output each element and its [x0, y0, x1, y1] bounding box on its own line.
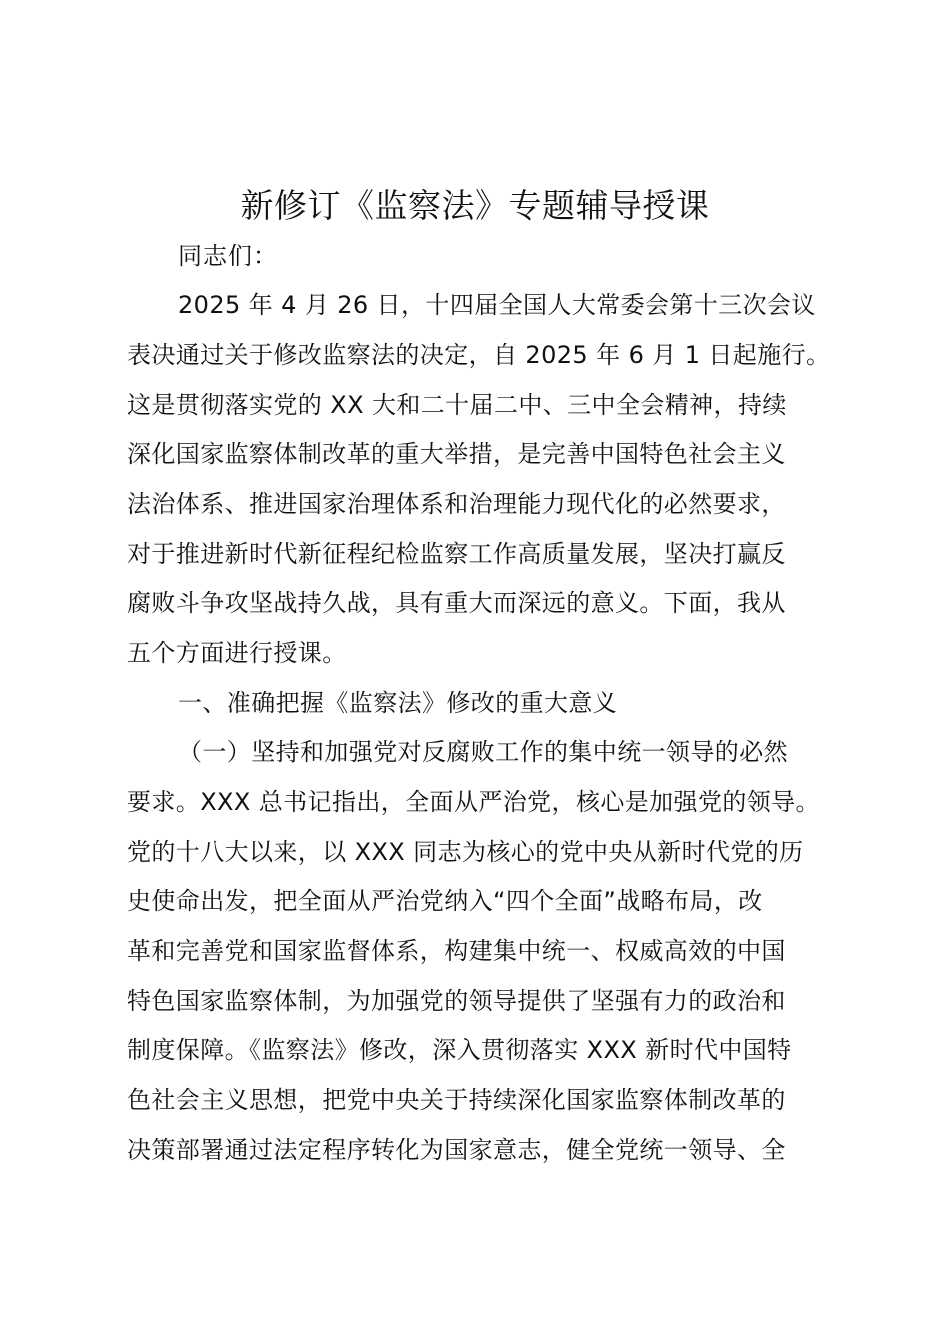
salutation: 同志们： [178, 242, 278, 270]
section-heading: 一、准确把握《监察法》修改的重大意义 [178, 689, 618, 717]
intro-line: 腐败斗争攻坚战持久战，具有重大而深远的意义。下面，我从 [127, 589, 786, 617]
document-title: 新修订《监察法》专题辅导授课 [240, 186, 710, 225]
intro-line: 表决通过关于修改监察法的决定，自 2025 年 6 月 1 日起施行。 [127, 341, 831, 369]
intro-line: 这是贯彻落实党的 XX 大和二十届二中、三中全会精神，持续 [127, 391, 787, 419]
subsection-line: 色社会主义思想，把党中央关于持续深化国家监察体制改革的 [127, 1086, 786, 1114]
subsection-line: 史使命出发，把全面从严治党纳入“四个全面”战略布局，改 [127, 887, 763, 915]
intro-line: 五个方面进行授课。 [127, 639, 347, 667]
intro-line: 法治体系、推进国家治理体系和治理能力现代化的必然要求， [127, 490, 786, 518]
subsection-line: 制度保障。《监察法》修改，深入贯彻落实 XXX 新时代中国特 [127, 1036, 792, 1064]
intro-line: 深化国家监察体制改革的重大举措，是完善中国特色社会主义 [127, 440, 786, 468]
subsection-line: 党的十八大以来，以 XXX 同志为核心的党中央从新时代党的历 [127, 838, 804, 866]
subsection-line: 决策部署通过法定程序转化为国家意志，健全党统一领导、全 [127, 1136, 786, 1164]
subsection-line: （一）坚持和加强党对反腐败工作的集中统一领导的必然 [178, 738, 788, 766]
intro-line: 2025 年 4 月 26 日，十四届全国人大常委会第十三次会议 [178, 291, 816, 319]
intro-line: 对于推进新时代新征程纪检监察工作高质量发展，坚决打赢反 [127, 540, 786, 568]
subsection-line: 革和完善党和国家监督体系，构建集中统一、权威高效的中国 [127, 937, 786, 965]
subsection-line: 要求。XXX 总书记指出，全面从严治党，核心是加强党的领导。 [127, 788, 820, 816]
subsection-line: 特色国家监察体制，为加强党的领导提供了坚强有力的政治和 [127, 987, 786, 1015]
